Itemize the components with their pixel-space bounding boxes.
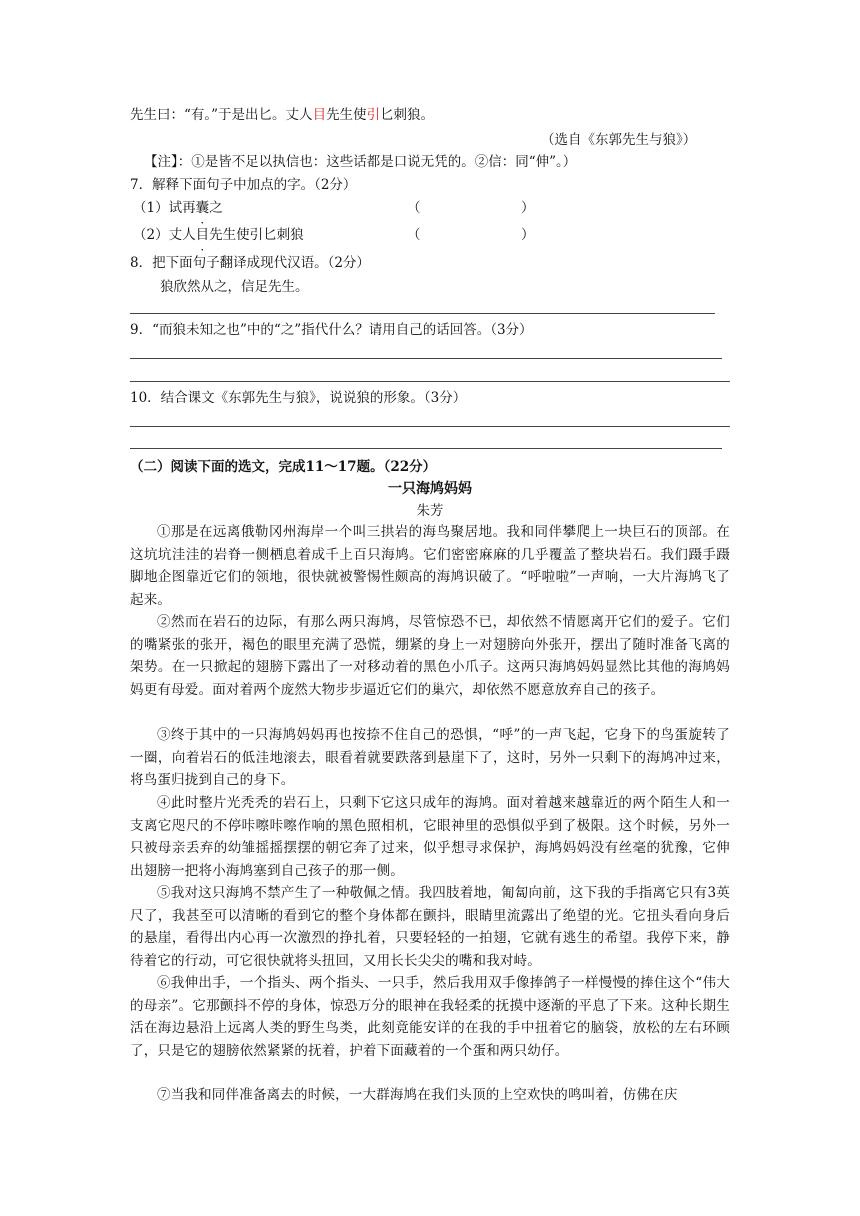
question-7-prompt: 7．解释下面句子中加点的字。（2分） bbox=[130, 177, 357, 193]
question-10-prompt: 10．结合课文《东郭先生与狼》，说说狼的形象。（3分） bbox=[130, 390, 467, 406]
answer-paren-close: ） bbox=[521, 227, 535, 243]
text-segment: 先生使 bbox=[326, 107, 367, 123]
question-7-item-2 bbox=[133, 224, 304, 246]
highlight-red: 引 bbox=[366, 107, 381, 123]
paragraph-1: ①那是在远离俄勒冈州海岸一个叫三拱岩的海鸟聚居地。我和同伴攀爬上一块巨石的顶部。在这坑坑洼洼的岩脊一侧栖息着成千上百只海鸠。它们密密麻麻的几乎覆盖了整块岩石。我们蹑手蹑脚地企图靠近它们的领地，很快就被警惕性颇高的海鸠识破了。“呼啦啦”一声响，一大片海鸠飞了起来。 bbox=[130, 524, 730, 608]
dotted-char: 囊 bbox=[195, 200, 210, 216]
highlight-red: 目 bbox=[312, 107, 327, 123]
paragraph-6: ⑥我伸出手，一个指头、两个指头、一只手，然后我用双手像捧鸽子一样慢慢的捧住这个“伟大的母亲”。它那颤抖不停的身体，惊恐万分的眼神在我轻柔的抚摸中逐渐的平息了下来。这种长期生活在海边悬沿上远离人类的野生鸟类，此刻竟能安详的在我的手中扭着它的脑袋，放松的左右环顾了，只是它的翅膀依然紧紧的抚着，护着下面藏着的一个蛋和两只幼仔。 bbox=[130, 975, 730, 1059]
paragraph-7: ⑦当我和同伴准备离去的时候，一大群海鸠在我们头顶的上空欢快的鸣叫着，仿佛在庆 bbox=[157, 1087, 678, 1103]
paragraph-3: ③终于其中的一只海鸠妈妈再也按捺不住自己的恐惧，“呼”的一声飞起，它身下的鸟蛋旋转了一圈，向着岩石的低洼地滚去，眼看着就要跌落到悬崖下了，这时，另外一只剩下的海鸠冲过来，将鸟蛋归拢到自己的身下。 bbox=[130, 727, 730, 789]
answer-paren-open: （ bbox=[407, 227, 421, 243]
dotted-char: 目 bbox=[195, 227, 210, 243]
text-segment: （2）丈人 bbox=[133, 227, 196, 243]
article-author: 朱芳 bbox=[416, 503, 444, 519]
source-citation: （选自《东郭先生与狼》） bbox=[541, 132, 697, 148]
answer-line[interactable] bbox=[130, 358, 722, 359]
text-segment: （1）试再 bbox=[133, 200, 196, 216]
text-segment: 先生使引匕刺狼 bbox=[209, 227, 304, 243]
text-line-quote bbox=[130, 104, 434, 126]
paragraph-2: ②然而在岩石的边际，有那么两只海鸠，尽管惊恐不已，却依然不情愿离开它们的爱子。它们的嘴紧张的张开，褐色的眼里充满了恐慌，绷紧的身上一对翅膀向外张开，摆出了随时准备飞离的架势。在一只掀起的翅膀下露出了一对移动着的黑色小爪子。这两只海鸠妈妈显然比其他的海鸠妈妈更有母爱。面对着两个庞然大物步步逼近它们的巢穴，却依然不愿意放弃自己的孩子。 bbox=[130, 614, 730, 698]
text-segment: 先生曰：“有。”于是出匕。丈人 bbox=[130, 107, 313, 123]
answer-paren-open: （ bbox=[407, 200, 421, 216]
paragraph-5: ⑤我对这只海鸠不禁产生了一种敬佩之情。我四肢着地，匍匐向前，这下我的手指离它只有3英尺了，我甚至可以清晰的看到它的整个身体都在颤抖，眼睛里流露出了绝望的光。它扭头看向身后的悬崖，看得出内心再一次激烈的挣扎着，只要轻轻的一拍翅，它就有逃生的希望。我停下来，静待着它的行动，可它很快就将头扭回，又用长长尖尖的嘴和我对峙。 bbox=[130, 885, 730, 969]
section-heading: （二）阅读下面的选文，完成11～17题。（22分） bbox=[130, 459, 437, 475]
text-segment: 之 bbox=[209, 200, 223, 216]
text-segment: 匕刺狼。 bbox=[380, 107, 435, 123]
answer-line[interactable] bbox=[130, 381, 730, 382]
annotation-note: 【注】：①是皆不足以执信也：这些话都是口说无凭的。②信：同“伸”。） bbox=[144, 154, 577, 170]
question-7-item-1 bbox=[133, 197, 223, 219]
paragraph-4: ④此时整片光秃秃的岩石上，只剩下它这只成年的海鸠。面对着越来越靠近的两个陌生人和一支离它咫尺的不停咔嚓咔嚓作响的黑色照相机，它眼神里的恐惧似乎到了极限。这个时候，另外一只被母亲丢弃的幼雏摇摇摆摆的朝它奔了过来，似乎想寻求保护，海鸠妈妈没有丝毫的犹豫，它伸出翅膀一把将小海鸠塞到自己孩子的那一侧。 bbox=[130, 795, 730, 879]
answer-paren-close: ） bbox=[521, 200, 535, 216]
answer-line[interactable] bbox=[130, 426, 730, 427]
answer-line[interactable] bbox=[130, 313, 715, 314]
question-9-prompt: 9．“而狼未知之也”中的“之”指代什么？请用自己的话回答。（3分） bbox=[130, 322, 533, 338]
answer-line[interactable] bbox=[130, 448, 722, 449]
question-8-sentence: 狼欣然从之，信足先生。 bbox=[160, 279, 309, 295]
question-8-prompt: 8．把下面句子翻译成现代汉语。（2分） bbox=[130, 255, 370, 271]
article-title: 一只海鸠妈妈 bbox=[388, 481, 472, 497]
